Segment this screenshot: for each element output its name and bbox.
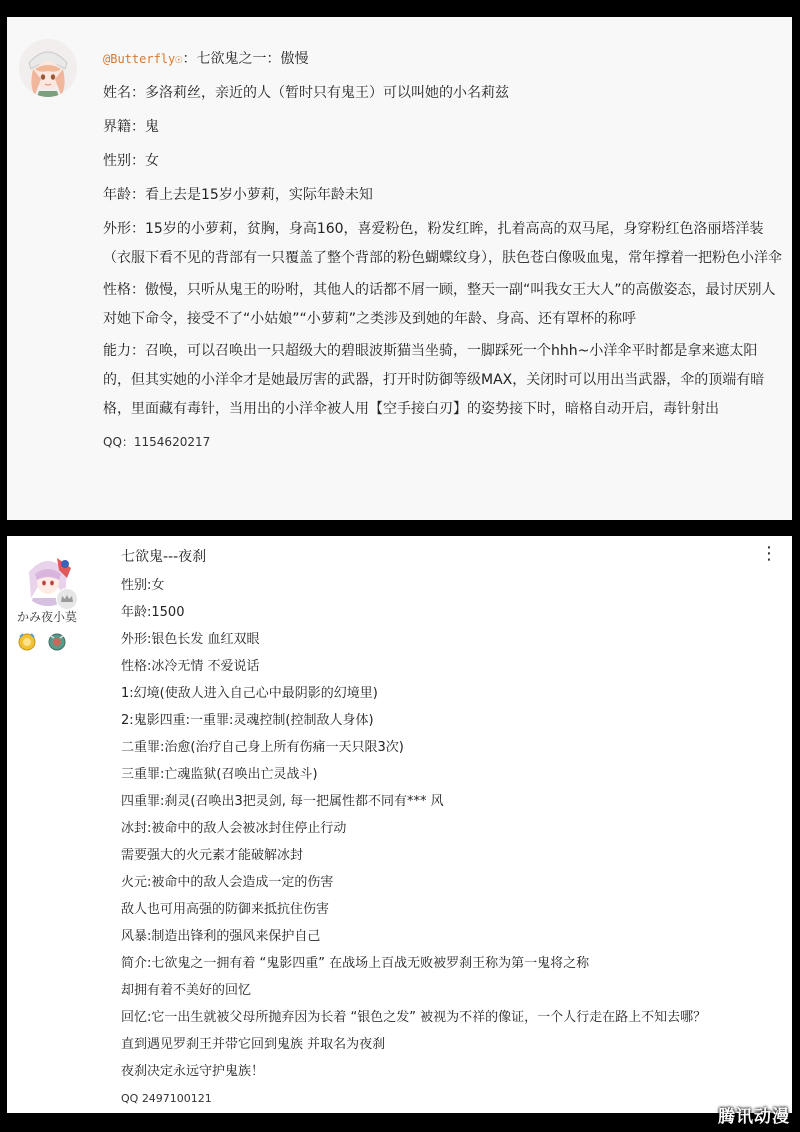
medal-icon[interactable] [17, 632, 37, 652]
content-line: 二重罪:治愈(治疗自己身上所有伤痛一天只限3次) [121, 740, 404, 755]
post-1-header [103, 42, 783, 76]
post-2 [7, 536, 792, 1113]
avatar[interactable] [19, 39, 77, 97]
content-line: 却拥有着不美好的回忆 [121, 983, 252, 998]
ability-paragraph: 能力：召唤，可以召唤出一只超级大的碧眼波斯猫当坐骑，一脚踩死一个hhh~小洋伞平时都是拿来遮太阳的，但其实她的小洋伞才是她最厉害的武器，打开时防御等级MAX，关闭时可以用出当武器，伞的顶端有暗格，里面藏有毒针，当用出的小洋伞被人用【空手接白刃】的姿势接下时，暗格自动开启，毒针射出 [103, 343, 765, 417]
username[interactable]: かみ夜小莫 [16, 610, 77, 624]
content-line: 年龄:1500 [121, 605, 185, 620]
post-1 [7, 17, 792, 520]
content-line: 直到遇见罗刹王并带它回到鬼族 并取名为夜刹 [121, 1037, 386, 1052]
content-line: 需要强大的火元素才能破解冰封 [121, 848, 304, 863]
appearance-paragraph: 外形：15岁的小萝莉，贫胸，身高160，喜爱粉色，粉发红眸，扎着高高的双马尾，身穿粉红色洛丽塔洋装（衣服下看不见的背部有一只覆盖了整个背部的粉色蝴蝶纹身），肤色苍白像吸血鬼，常年撑着一把粉色小洋伞 [103, 221, 782, 266]
content-line: 火元:被命中的敌人会造成一定的伤害 [121, 875, 334, 890]
username-link[interactable]: @Butterfly☉ [103, 52, 183, 66]
content-line: 敌人也可用高强的防御来抵抗住伤害 [121, 902, 330, 917]
content-line: 性别:女 [121, 578, 165, 593]
content-line: 1:幻境(使敌人进入自己心中最阴影的幻境里) [121, 686, 378, 701]
post-2-body [121, 543, 761, 1112]
post-title: 七欲鬼---夜刹 [121, 549, 207, 565]
level-badge-icon[interactable] [47, 632, 67, 652]
realm-line: 界籍：鬼 [103, 119, 159, 135]
content-line: 简介:七欲鬼之一拥有着 “鬼影四重” 在战场上百战无败被罗刹王称为第一鬼将之称 [121, 956, 590, 971]
post-1-body [103, 42, 783, 470]
personality-paragraph: 性格：傲慢，只听从鬼王的吩咐，其他人的话都不屑一顾，整天一副“叫我女王大人”的高傲姿态，最讨厌别人对她下命令，接受不了“小姑娘”“小萝莉”之类涉及到她的年龄、身高、还有罩杯的称呼 [103, 282, 776, 327]
content-line: 性格:冰冷无情 不爱说话 [121, 659, 260, 674]
content-line: 三重罪:亡魂监狱(召唤出亡灵战斗) [121, 767, 318, 782]
content-line: 风暴:制造出锋利的强风来保护自己 [121, 929, 321, 944]
user-badges [17, 632, 67, 652]
qq-number: QQ：1154620217 [103, 435, 211, 449]
qq-number: QQ 2497100121 [121, 1092, 212, 1105]
watermark-logo: 腾讯动漫 [718, 1107, 790, 1127]
gender-line: 性别：女 [103, 153, 159, 169]
post-title: ：七欲鬼之一：傲慢 [182, 51, 309, 67]
name-line: 姓名：多洛莉丝，亲近的人（暂时只有鬼王）可以叫她的小名莉兹 [103, 85, 509, 101]
content-line: 回忆:它一出生就被父母所抛弃因为长着 “银色之发” 被视为不祥的像证，一个人行走在路上不知去哪？ [121, 1010, 707, 1025]
crown-icon [56, 588, 78, 610]
age-line: 年龄：看上去是15岁小萝莉，实际年龄未知 [103, 187, 373, 203]
content-line: 夜刹决定永远守护鬼族！ [121, 1064, 265, 1079]
content-line: 冰封:被命中的敌人会被冰封住停止行动 [121, 821, 347, 836]
avatar-image [19, 39, 77, 97]
more-options-icon[interactable]: ⋮ [760, 543, 778, 564]
content-line: 四重罪:刹灵(召唤出3把灵剑, 每一把属性都不同有*** 风 [121, 794, 444, 809]
content-line: 2:鬼影四重:一重罪:灵魂控制(控制敌人身体) [121, 713, 374, 728]
content-line: 外形:银色长发 血红双眼 [121, 632, 260, 647]
